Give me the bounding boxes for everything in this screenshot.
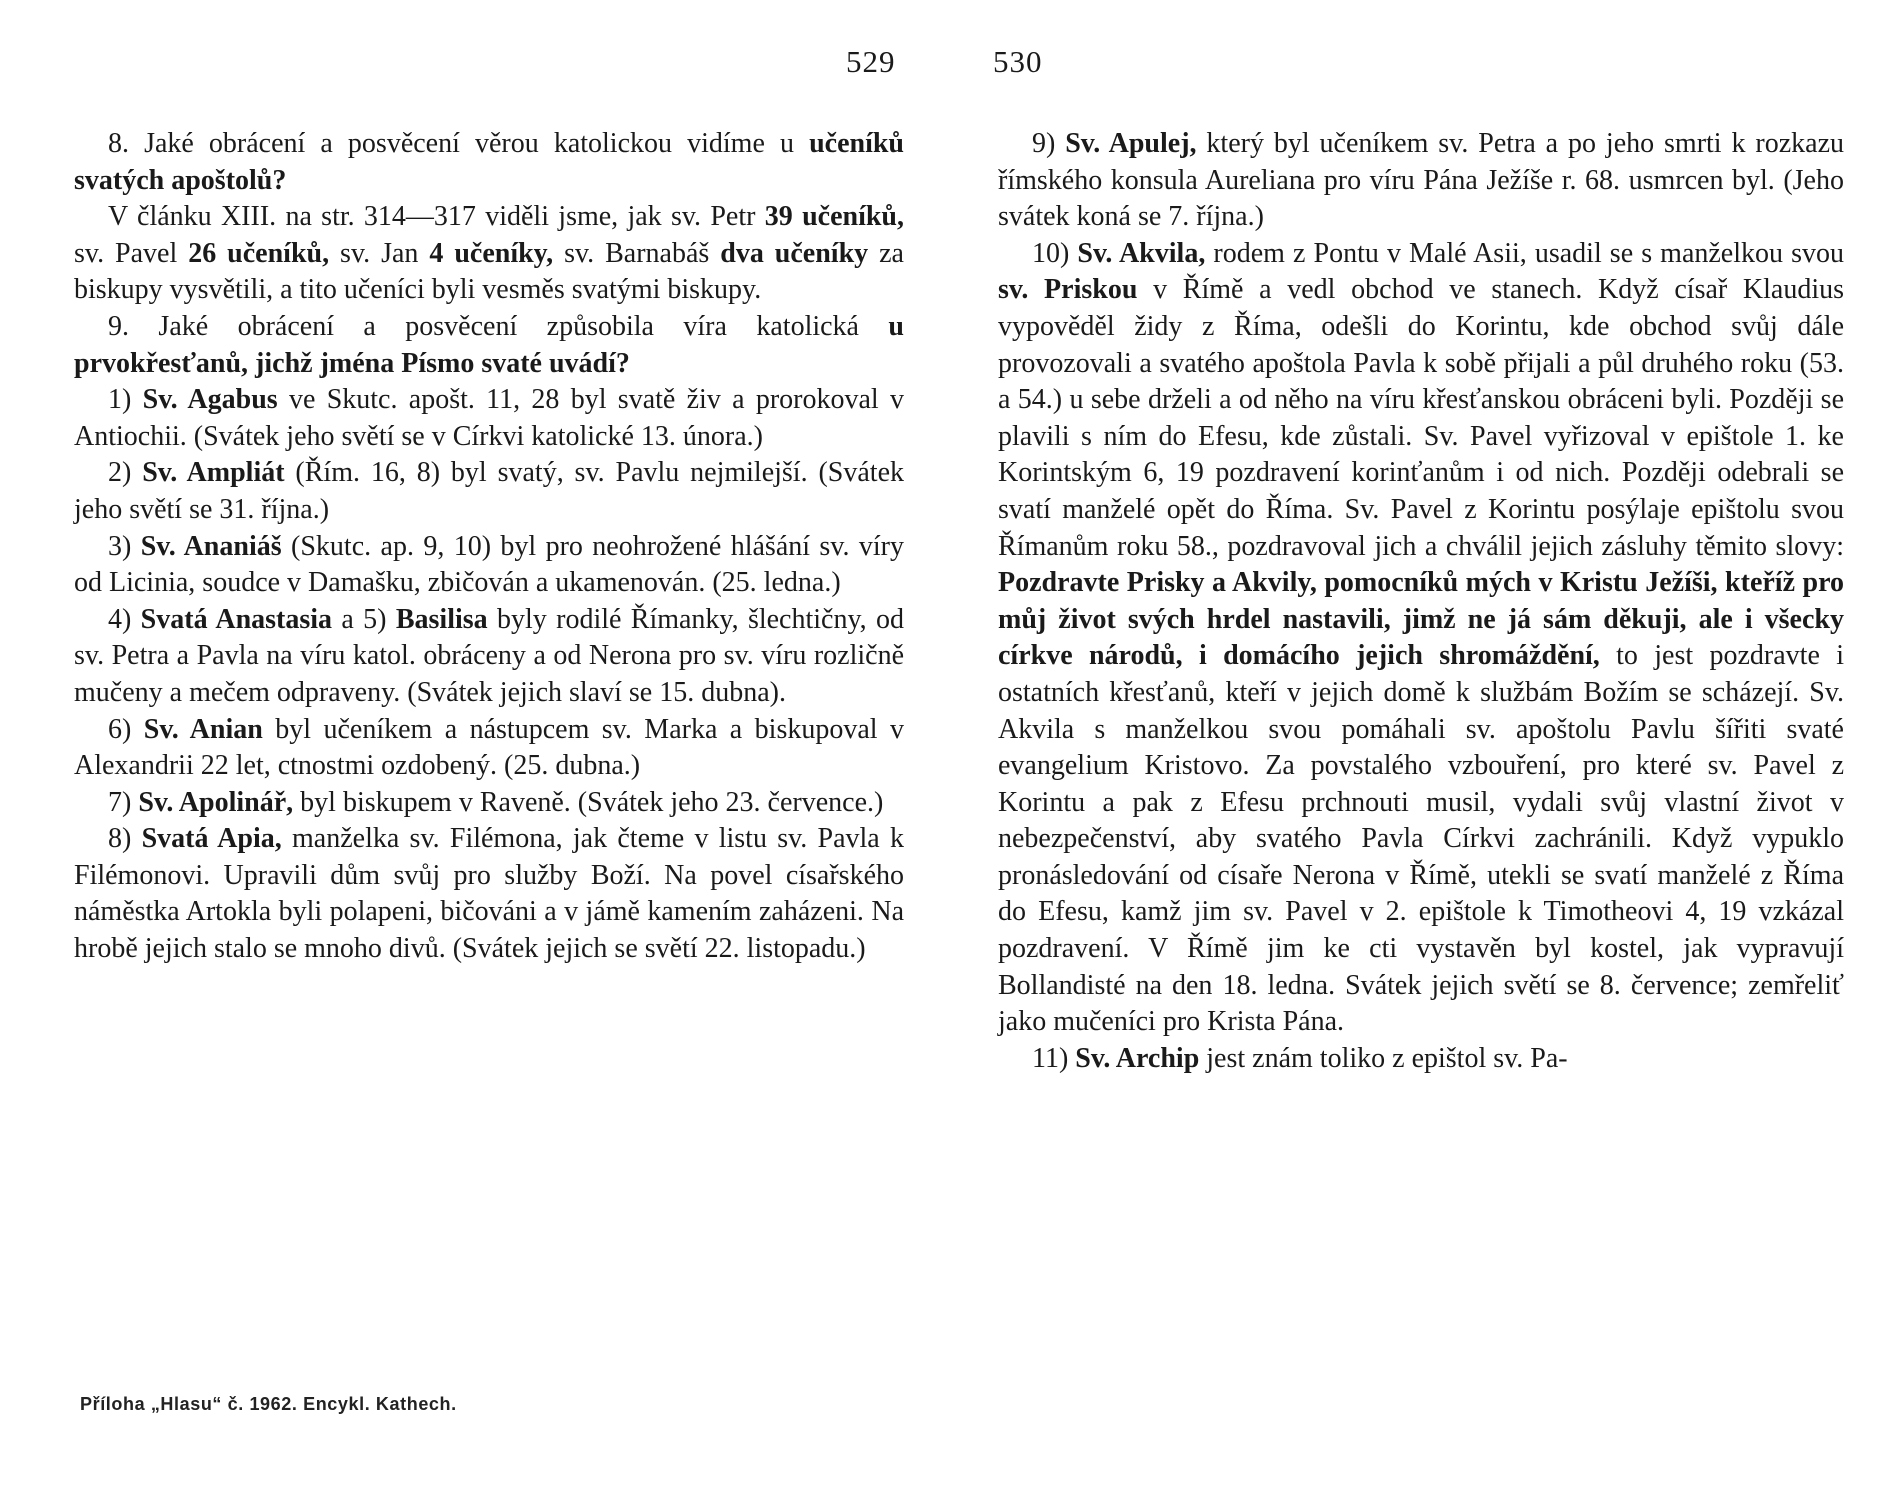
paragraph — [74, 199, 904, 309]
text-run: 9) — [1032, 128, 1066, 159]
bold-text: 4 učeníky, — [429, 237, 554, 269]
paragraph — [998, 236, 1844, 1041]
text-run: sv. Pavel — [74, 237, 189, 269]
text-run: 3) — [108, 530, 141, 562]
text-run: byl biskupem v Raveně. (Svátek jeho 23. července.) — [293, 786, 884, 818]
paragraph — [998, 126, 1844, 236]
left-column — [74, 126, 904, 968]
bold-text: Sv. Anian — [143, 713, 263, 745]
text-run: 10) — [1032, 237, 1078, 269]
text-run: 4) — [108, 603, 141, 635]
paragraph — [74, 529, 904, 602]
paragraph — [74, 126, 904, 199]
text-run: 8. Jaké obrácení a posvěcení věrou katolickou vidíme u — [108, 128, 810, 159]
bold-text: 26 učeníků, — [188, 237, 330, 269]
text-run: 11) — [1032, 1042, 1076, 1074]
text-run: byl učeníkem a nástupcem sv. Marka a biskupoval v Alexandrii 22 let, ctnostmi ozdobený. (25. dubna.) — [74, 713, 904, 782]
text-run: 1) — [108, 384, 143, 416]
bold-text: Svatá Anastasia — [140, 603, 333, 635]
text-run: za biskupy vysvětili, a tito učeníci byli vesměs svatými biskupy. — [74, 237, 904, 306]
footer-note: Příloha „Hlasu“ č. 1962. Encykl. Kathech. — [80, 1394, 457, 1414]
bold-text: Svatá Apia, — [141, 823, 282, 855]
bold-text: Sv. Akvila, — [1077, 237, 1206, 269]
paragraph — [74, 309, 904, 382]
text-run: a 5) — [332, 603, 396, 635]
bold-text: Sv. Ampliát — [142, 457, 285, 489]
bold-text: Sv. Ananiáš — [140, 530, 282, 562]
text-run: v Římě a vedl obchod ve stanech. Když císař Klaudius vypověděl židy z Říma, odešli do Korintu, kde obchod svůj dále provozovali a svatého apoštola Pavla k sobě přijali a půl druhého roku (53. a 54.) u sebe drželi a od něho na víru křesťanskou obráceni byli. Později se plavili s ním do Efesu, kde zůstali. Sv. Pavel vyřizoval v epištole 1. ke Korintským 6, 19 pozdravení korinťanům i od nich. Později odebrali se svatí manželé opět do Říma. Sv. Pavel z Korintu posýlaje epištolu svou Římanům roku 58., pozdravoval jich a chválil jejich zásluhy těmito slovy: — [998, 274, 1845, 562]
text-run: 9. Jaké obrácení a posvěcení způsobila víra katolická — [108, 310, 889, 342]
bold-text: dva učeníky — [720, 237, 869, 269]
text-run: jest znám toliko z epištol sv. Pa- — [1199, 1042, 1568, 1074]
page-number-left: 529 — [846, 44, 896, 79]
bold-text: u prvokřesťanů, jichž jména Písmo svaté uvádí? — [74, 310, 904, 379]
text-run: V článku XIII. na str. 314—317 viděli jsme, jak sv. Petr — [108, 201, 765, 233]
text-run: 7) — [108, 786, 139, 818]
text-run: 6) — [108, 713, 144, 745]
text-run: 8) — [108, 823, 142, 855]
text-run: ve Skutc. apošt. 11, 28 byl svatě živ a prorokoval v Antiochii. (Svátek jeho světí se v Církvi katolické 13. února.) — [74, 384, 904, 452]
text-run: který byl učeníkem sv. Petra a po jeho smrti k rozkazu římského konsula Aureliana pro víru Pána Ježíše r. 68. usmrcen byl. (Jeho svátek koná se 7. října.) — [998, 128, 1844, 233]
text-run: (Skutc. ap. 9, 10) byl pro neohrožené hlášání sv. víry od Licinia, soudce v Damašku, zbičován a ukamenován. (25. ledna.) — [74, 530, 904, 599]
bold-text: Sv. Agabus — [142, 384, 278, 416]
text-run: to jest pozdravte i ostatních křesťanů, kteří v jejich domě k službám Božím se scházejí. Sv. Akvila s manželkou svou pomáhali sv. apoštolu Pavlu šířiti svaté evangelium Kristovo. Za povstalého vzbouření, pro které sv. Pavel z Korintu a pak z Efesu prchnouti musil, vydali svůj vlastní život v nebezpečenství, aby svatého Pavla Církvi zachránili. Když vypuklo pronásledování od císaře Nerona v Římě, utekli se svatí manželé z Říma do Efesu, kamž jim sv. Pavel v 2. epištole k Timotheovi 4, 19 vzkázal pozdravení. V Římě jim ke cti vystavěn byl kostel, jak vypravují Bollandisté na den 18. ledna. Svátek jejich světí se 8. července; zemřeliť jako mučeníci pro Krista Pána. — [998, 640, 1844, 1038]
bold-text: 39 učeníků, — [764, 201, 904, 233]
paragraph — [74, 602, 904, 712]
text-run: (Řím. 16, 8) byl svatý, sv. Pavlu nejmilejší. (Svátek jeho světí se 31. října.) — [74, 457, 904, 525]
paragraph — [74, 455, 904, 528]
text-run: sv. Barnabáš — [553, 237, 721, 269]
right-column — [998, 126, 1844, 1077]
paragraph — [74, 712, 904, 785]
text-run: 2) — [108, 457, 143, 489]
bold-text: Sv. Apolinář, — [138, 786, 294, 818]
paragraph — [74, 382, 904, 455]
text-run: sv. Jan — [329, 237, 430, 269]
bold-text: Basilisa — [395, 603, 488, 635]
paragraph — [998, 1041, 1844, 1078]
bold-text: učeníků svatých apoštolů? — [74, 128, 904, 196]
bold-text: Sv. Archip — [1075, 1042, 1200, 1074]
paragraph — [74, 785, 904, 822]
text-run: manželka sv. Filémona, jak čteme v listu sv. Pavla k Filémonovi. Upravili dům svůj pro služby Boží. Na povel císařského náměstka Artokla byli polapeni, bičováni a v jámě kamením zaházeni. Na hrobě jejich stalo se mnoho divů. (Svátek jejich se světí 22. listopadu.) — [74, 823, 904, 965]
text-run: byly rodilé Římanky, šlechtičny, od sv. Petra a Pavla na víru katol. obráceny a od Nerona pro sv. víru rozličně mučeny a mečem odpraveny. (Svátek jejich slaví se 15. dubna). — [74, 603, 904, 708]
bold-text: sv. Priskou — [998, 274, 1138, 306]
bold-text: Pozdravte Prisky a Akvily, pomocníků mých v Kristu Ježíši, kteříž pro můj život svých hrdel nastavili, jimž ne já sám děkuji, ale i všecky církve národů, i domácího jejich shromáždění, — [998, 567, 1844, 672]
page-number-right: 530 — [993, 44, 1043, 79]
bold-text: Sv. Apulej, — [1065, 128, 1197, 159]
paragraph — [74, 821, 904, 967]
text-run: rodem z Pontu v Malé Asii, usadil se s manželkou svou — [1205, 237, 1844, 269]
